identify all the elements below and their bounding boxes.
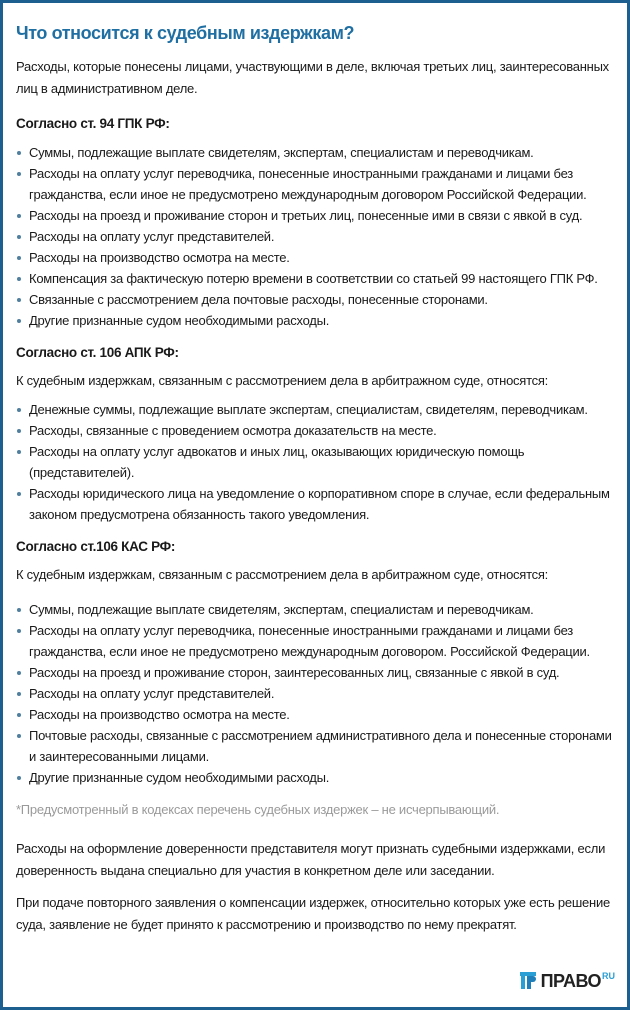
bullet-icon <box>17 172 21 176</box>
list-item-text: Компенсация за фактическую потерю времени в соответствии со статьей 99 настоящего ГПК РФ. <box>29 271 598 286</box>
section-lead: К судебным издержкам, связанным с рассмотрением дела в арбитражном суде, относятся: <box>16 567 549 582</box>
intro-paragraph: Расходы, которые понесены лицами, участвующими в деле, включая третьих лиц, заинтересованных лиц в административном деле. <box>16 59 609 96</box>
list-item <box>16 683 613 704</box>
bullet-icon <box>17 298 21 302</box>
bullet-icon <box>17 319 21 323</box>
bullet-icon <box>17 151 21 155</box>
closing-paragraph-power-of-attorney: Расходы на оформление доверенности представителя могут признать судебными издержками, если доверенность выдана специально для участия в конкретном деле или заседании. <box>16 841 606 878</box>
section-kas <box>16 537 613 788</box>
footnote: *Предусмотренный в кодексах перечень судебных издержек – не исчерпывающий. <box>16 802 500 817</box>
pravo-logo-icon <box>520 972 536 989</box>
bullet-icon <box>17 408 21 412</box>
list-item <box>16 662 613 683</box>
bullet-icon <box>17 734 21 738</box>
bullet-icon <box>17 713 21 717</box>
list-item-text: Расходы на производство осмотра на месте. <box>29 707 290 722</box>
list-item <box>16 205 613 226</box>
list-item-text: Почтовые расходы, связанные с рассмотрением административного дела и понесенные сторонами и заинтересованными лицами. <box>29 728 612 764</box>
bullet-icon <box>17 629 21 633</box>
list-item <box>16 142 613 163</box>
list-item <box>16 767 613 788</box>
bullet-icon <box>17 671 21 675</box>
bullet-icon <box>17 776 21 780</box>
bullet-icon <box>17 277 21 281</box>
list-item-text: Другие признанные судом необходимыми расходы. <box>29 313 330 328</box>
list-item-text: Расходы на производство осмотра на месте. <box>29 250 290 265</box>
list-item-text: Расходы на оплату услуг представителей. <box>29 686 275 701</box>
list-item <box>16 441 613 483</box>
bullet-icon <box>17 692 21 696</box>
section-apk <box>16 343 613 525</box>
list-item <box>16 289 613 310</box>
list-item-text: Расходы на оплату услуг переводчика, понесенные иностранными гражданами и лицами без гражданства, если иное не предусмотрено международным договором Российской Федерации. <box>29 166 587 202</box>
bullet-list <box>16 599 613 788</box>
list-item-text: Расходы на оплату услуг переводчика, понесенные иностранными гражданами и лицами без гражданства, если иное не предусмотрено международным договором. Российской Федерации. <box>29 623 590 659</box>
list-item-text: Расходы на проезд и проживание сторон, заинтересованных лиц, связанные с явкой в суд. <box>29 665 560 680</box>
list-item <box>16 420 613 441</box>
list-item-text: Суммы, подлежащие выплате свидетелям, экспертам, специалистам и переводчикам. <box>29 602 534 617</box>
list-item <box>16 725 613 767</box>
list-item <box>16 599 613 620</box>
list-item-text: Расходы на оплату услуг представителей. <box>29 229 275 244</box>
closing-paragraph-repeat-claim: При подаче повторного заявления о компенсации издержек, относительно которых уже есть решение суда, заявление не будет принято к рассмотрению и производство по нему прекратят. <box>16 895 610 932</box>
list-item <box>16 399 613 420</box>
bullet-icon <box>17 492 21 496</box>
logo-text: ПРАВО <box>540 971 601 991</box>
list-item <box>16 620 613 662</box>
section-heading: Согласно ст. 106 АПК РФ: <box>16 345 179 360</box>
list-item-text: Расходы на оплату услуг адвокатов и иных лиц, оказывающих юридическую помощь (представителей). <box>29 444 525 480</box>
list-item <box>16 310 613 331</box>
list-item <box>16 483 613 525</box>
section-heading: Согласно ст.106 КАС РФ: <box>16 539 176 554</box>
list-item <box>16 226 613 247</box>
pravo-ru-logo <box>520 971 615 991</box>
list-item <box>16 268 613 289</box>
bullet-list <box>16 399 613 525</box>
bullet-icon <box>17 214 21 218</box>
list-item <box>16 163 613 205</box>
bullet-icon <box>17 235 21 239</box>
page-title: Что относится к судебным издержкам? <box>16 23 355 43</box>
bullet-icon <box>17 429 21 433</box>
list-item <box>16 704 613 725</box>
list-item-text: Расходы, связанные с проведением осмотра доказательств на месте. <box>29 423 437 438</box>
list-item-text: Расходы юридического лица на уведомление о корпоративном споре в случае, если федеральным законом предусмотрена обязанность такого уведомления. <box>29 486 610 522</box>
logo-suffix: RU <box>602 971 615 981</box>
bullet-list <box>16 142 613 331</box>
list-item-text: Расходы на проезд и проживание сторон и третьих лиц, понесенные ими в связи с явкой в суд. <box>29 208 583 223</box>
bullet-icon <box>17 608 21 612</box>
bullet-icon <box>17 450 21 454</box>
list-item-text: Денежные суммы, подлежащие выплате экспертам, специалистам, свидетелям, переводчикам. <box>29 402 588 417</box>
section-heading: Согласно ст. 94 ГПК РФ: <box>16 116 170 131</box>
bullet-icon <box>17 256 21 260</box>
list-item <box>16 247 613 268</box>
section-gpk <box>16 114 613 331</box>
list-item-text: Другие признанные судом необходимыми расходы. <box>29 770 330 785</box>
section-lead: К судебным издержкам, связанным с рассмотрением дела в арбитражном суде, относятся: <box>16 373 549 388</box>
list-item-text: Связанные с рассмотрением дела почтовые расходы, понесенные сторонами. <box>29 292 488 307</box>
list-item-text: Суммы, подлежащие выплате свидетелям, экспертам, специалистам и переводчикам. <box>29 145 534 160</box>
